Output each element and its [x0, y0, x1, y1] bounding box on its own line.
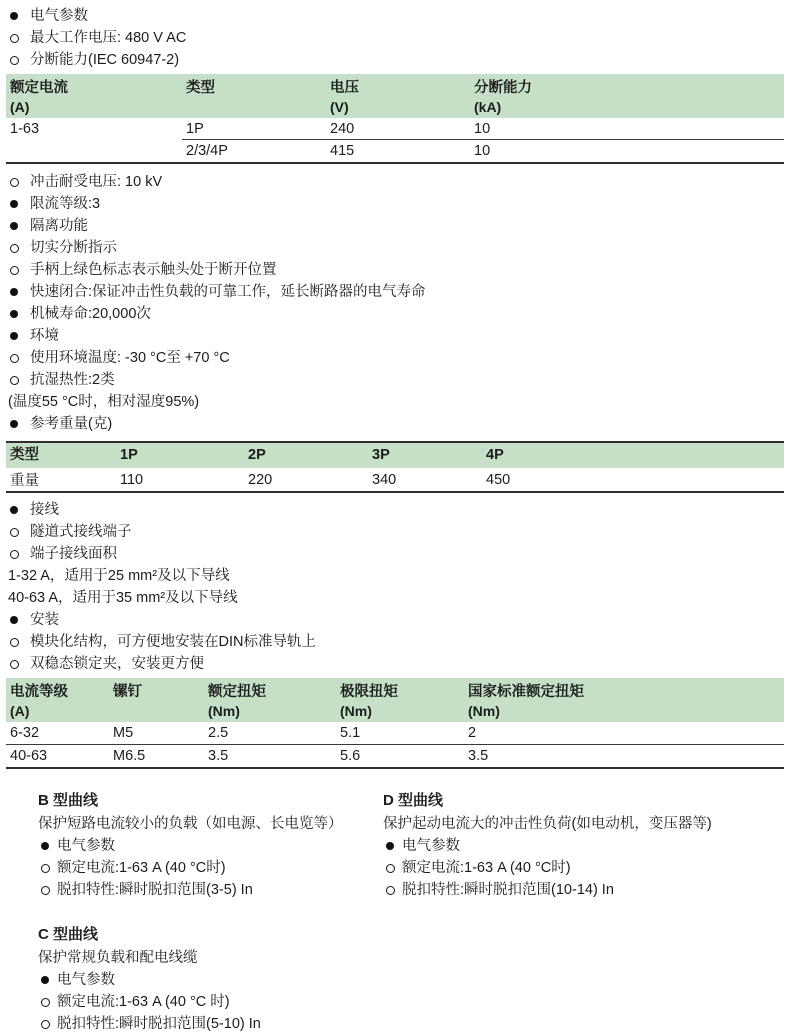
- wiring-mounting-list: [0, 499, 790, 675]
- column-header: 额定扭矩 (Nm): [208, 684, 266, 719]
- bullet-open-icon: [8, 347, 30, 369]
- column-header: 4P: [486, 447, 504, 463]
- table-header-row: [6, 74, 784, 118]
- list-item: [8, 325, 790, 347]
- list-item: [8, 27, 790, 49]
- bullet-open-icon: [38, 991, 57, 1013]
- curve-b-section: [38, 789, 383, 901]
- list-item: [8, 5, 790, 27]
- table-cell: 10: [474, 121, 491, 137]
- curve-column-left: [38, 789, 383, 1035]
- list-item-text: 电气参数: [402, 838, 460, 854]
- curve-column-right: [383, 789, 790, 1035]
- list-item-text: 接线: [30, 502, 59, 518]
- bullet-open-icon: [8, 543, 30, 565]
- list-item-text: 脱扣特性:瞬时脱扣范围(3-5) In: [57, 882, 253, 898]
- bullet-open-icon: [38, 857, 57, 879]
- bullet-filled-icon: [38, 969, 57, 991]
- column-header: 极限扭矩 (Nm): [340, 684, 398, 719]
- list-item: [8, 193, 790, 215]
- list-item: [383, 879, 790, 901]
- bullet-open-icon: [8, 49, 30, 71]
- list-item-text: 参考重量(克): [30, 416, 113, 432]
- table-row: [6, 140, 784, 162]
- curve-c-title: C 型曲线: [38, 926, 99, 943]
- list-item-text: 环境: [30, 328, 59, 344]
- curve-c-section: [38, 923, 383, 1035]
- bullet-filled-icon: [8, 303, 30, 325]
- bullet-open-icon: [8, 237, 30, 259]
- table-cell: 3.5: [208, 748, 229, 764]
- bullet-filled-icon: [38, 835, 57, 857]
- curve-d-list: [383, 835, 790, 901]
- list-item: [38, 1013, 383, 1035]
- list-item-text: 双稳态锁定夹，安装更方便: [30, 656, 204, 672]
- bullet-filled-icon: [8, 193, 30, 215]
- list-item-text: 1-32 A，适用于25 mm²及以下导线: [8, 568, 230, 584]
- list-item-text: 隔离功能: [30, 218, 88, 234]
- table-cell: M5: [113, 725, 134, 741]
- table-row: [6, 745, 784, 767]
- list-item: [8, 653, 790, 675]
- list-item-text: 电气参数: [57, 972, 115, 988]
- list-item: [8, 49, 790, 71]
- bullet-filled-icon: [383, 835, 402, 857]
- column-header: 国家标准额定扭矩 (Nm): [468, 684, 584, 719]
- bullet-open-icon: [8, 521, 30, 543]
- bullet-filled-icon: [8, 5, 30, 27]
- table-cell: 2/3/4P: [186, 143, 228, 159]
- table-header-row: [6, 678, 784, 722]
- list-item-text: 分断能力(IEC 60947-2): [30, 52, 180, 68]
- list-item-text: 脱扣特性:瞬时脱扣范围(10-14) In: [402, 882, 614, 898]
- list-item: [8, 369, 790, 391]
- curve-c-description: 保护常规负载和配电线缆: [38, 950, 198, 966]
- list-item: [38, 991, 383, 1013]
- table-cell: 240: [330, 121, 355, 137]
- table-cell: 2: [468, 725, 477, 741]
- list-item-text: 安装: [30, 612, 59, 628]
- table-cell: 2.5: [208, 725, 229, 741]
- table-cell: 重量: [10, 473, 39, 489]
- curve-b-description: 保护短路电流较小的负载（如电源、长电览等）: [38, 816, 343, 832]
- table-cell: 3.5: [468, 748, 489, 764]
- curve-c-list: [38, 969, 383, 1035]
- bullet-open-icon: [383, 879, 402, 901]
- feature-list: [0, 171, 790, 435]
- column-header: 类型: [186, 80, 215, 96]
- column-header: 镙钉: [113, 684, 142, 700]
- column-header: 额定电流 (A): [10, 80, 68, 115]
- breaking-capacity-table: [6, 74, 784, 164]
- list-item: [8, 413, 790, 435]
- column-header: 电压 (V): [330, 80, 359, 115]
- list-item: [8, 631, 790, 653]
- table-cell: 6-32: [10, 725, 40, 741]
- table-cell: 1P: [186, 121, 204, 137]
- column-header: 1P: [120, 447, 138, 463]
- bullet-filled-icon: [8, 499, 30, 521]
- column-header: 分断能力 (kA): [474, 80, 532, 115]
- bullet-open-icon: [8, 653, 30, 675]
- list-item: [8, 171, 790, 193]
- bullet-filled-icon: [8, 281, 30, 303]
- list-item-text: 脱扣特性:瞬时脱扣范围(5-10) In: [57, 1016, 261, 1032]
- list-item-text: 额定电流:1-63 A (40 °C 时): [57, 994, 230, 1010]
- torque-table: [6, 678, 784, 769]
- table-cell: 5.6: [340, 748, 361, 764]
- table-header-row: [6, 443, 784, 468]
- bullet-filled-icon: [8, 325, 30, 347]
- list-item-text: 机械寿命:20,000次: [30, 306, 151, 322]
- curve-d-title: D 型曲线: [383, 792, 444, 809]
- list-item-text: 模块化结构，可方便地安装在DIN标准导轨上: [30, 634, 316, 650]
- bullet-open-icon: [383, 857, 402, 879]
- list-item-text: 切实分断指示: [30, 240, 117, 256]
- list-item: [383, 857, 790, 879]
- list-item: [383, 835, 790, 857]
- bullet-open-icon: [8, 259, 30, 281]
- table-cell: 10: [474, 143, 491, 159]
- curve-b-list: [38, 835, 383, 901]
- electrical-params-list: [0, 5, 790, 71]
- curve-d-description: 保护起动电流大的冲击性负荷(如电动机，变压器等): [383, 816, 712, 832]
- curve-b-title: B 型曲线: [38, 792, 99, 809]
- table-cell: 110: [120, 471, 144, 488]
- curve-d-section: [383, 789, 790, 901]
- list-item: [8, 281, 790, 303]
- list-item: [8, 215, 790, 237]
- list-item: [8, 609, 790, 631]
- column-header: 类型: [10, 447, 39, 463]
- bullet-open-icon: [8, 27, 30, 49]
- table-cell: 415: [330, 143, 355, 159]
- list-item-text: 额定电流:1-63 A (40 °C时): [402, 860, 571, 876]
- list-item-text: 抗湿热性:2类: [30, 372, 115, 388]
- list-item: [8, 347, 790, 369]
- bullet-filled-icon: [8, 215, 30, 237]
- bullet-filled-icon: [8, 609, 30, 631]
- list-item: [8, 259, 790, 281]
- list-item: [8, 499, 790, 521]
- list-item-text: 手柄上绿色标志表示触头处于断开位置: [30, 262, 277, 278]
- bullet-open-icon: [8, 171, 30, 193]
- list-item-text: (温度55 °C时，相对湿度95%): [8, 394, 200, 410]
- table-cell: M6.5: [113, 748, 146, 764]
- list-item-text: 电气参数: [30, 8, 88, 24]
- list-item-text: 限流等级:3: [30, 196, 101, 212]
- list-item-text: 快速闭合:保证冲击性负载的可靠工作，延长断路器的电气寿命: [30, 284, 426, 300]
- list-item: [8, 391, 790, 413]
- table-cell: 450: [486, 471, 511, 488]
- list-item-text: 隧道式接线端子: [30, 524, 132, 540]
- list-item-text: 冲击耐受电压: 10 kV: [30, 174, 163, 190]
- list-item: [8, 587, 790, 609]
- table-row: [6, 468, 784, 491]
- table-cell: 40-63: [10, 748, 48, 764]
- bullet-open-icon: [8, 631, 30, 653]
- bullet-open-icon: [38, 879, 57, 901]
- table-row: [6, 722, 784, 745]
- column-header: 电流等级 (A): [10, 684, 68, 719]
- list-item-text: 最大工作电压: 480 V AC: [30, 30, 187, 46]
- list-item: [8, 237, 790, 259]
- table-cell: 1-63: [10, 121, 40, 137]
- list-item: [38, 835, 383, 857]
- list-item: [8, 303, 790, 325]
- list-item-text: 40-63 A，适用于35 mm²及以下导线: [8, 590, 238, 606]
- table-cell: 220: [248, 471, 273, 488]
- list-item: [8, 521, 790, 543]
- bullet-open-icon: [8, 369, 30, 391]
- column-header: 2P: [248, 447, 266, 463]
- curve-sections: [0, 789, 790, 1035]
- table-row: [6, 118, 784, 140]
- list-item: [38, 857, 383, 879]
- table-cell: 5.1: [340, 725, 361, 741]
- bullet-filled-icon: [8, 413, 30, 435]
- list-item-text: 端子接线面积: [30, 546, 117, 562]
- bullet-open-icon: [38, 1013, 57, 1035]
- table-cell: 340: [372, 471, 397, 488]
- list-item: [38, 969, 383, 991]
- list-item-text: 额定电流:1-63 A (40 °C时): [57, 860, 226, 876]
- list-item: [8, 565, 790, 587]
- list-item-text: 电气参数: [57, 838, 115, 854]
- list-item: [8, 543, 790, 565]
- list-item: [38, 879, 383, 901]
- list-item-text: 使用环境温度: -30 °C至 +70 °C: [30, 350, 230, 366]
- weight-table: [6, 441, 784, 493]
- column-header: 3P: [372, 447, 390, 463]
